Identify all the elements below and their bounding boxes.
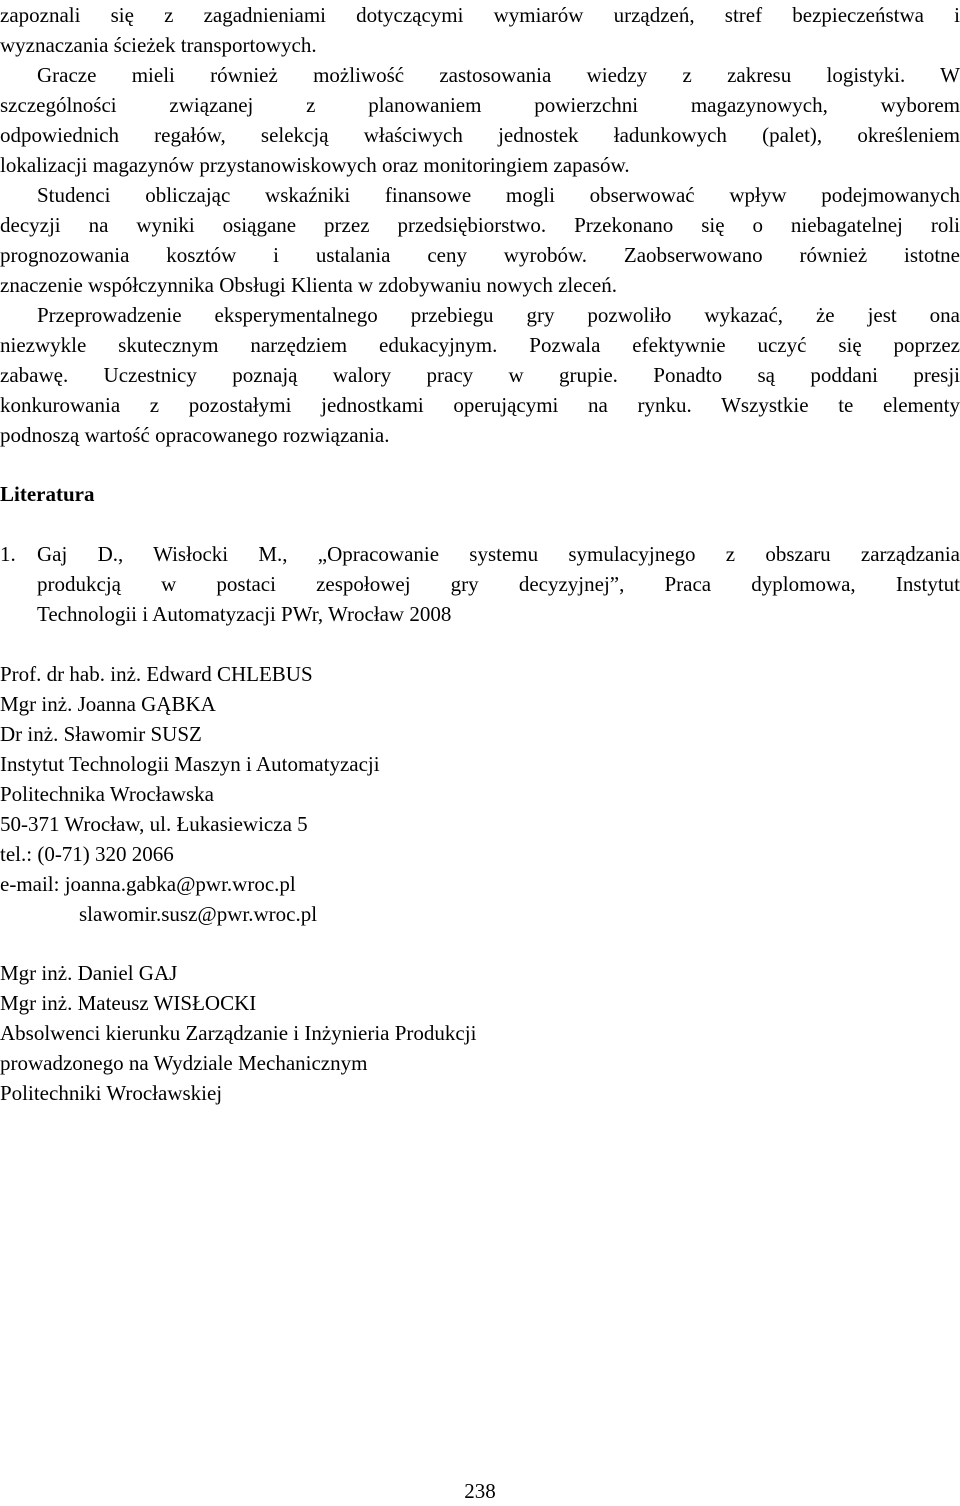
address-line: 50-371 Wrocław, ul. Łukasiewicza 5 [0,812,308,836]
paragraph-2 [0,60,960,180]
page-number: 238 [464,1479,496,1503]
text-line: Technologii i Automatyzacji PWr, Wrocław 2008 [37,602,452,626]
text-line: Przeprowadzenie eksperymentalnego przebiegu gry pozwoliło wykazać, że jest ona [37,303,960,327]
paragraph-1 [0,0,960,60]
reference-text [37,539,960,629]
author-block-2 [0,958,476,1108]
text-line: Gaj D., Wisłocki M., „Opracowanie systemu symulacyjnego z obszaru zarządzania [37,542,960,566]
paragraph-3 [0,180,960,300]
text-line: decyzji na wyniki osiągane przez przedsiębiorstwo. Przekonano się o niebagatelnej roli [0,213,960,237]
paragraph-4 [0,300,960,450]
text-line: podnoszą wartość opracowanego rozwiązania. [0,423,390,447]
author-line: Mgr inż. Mateusz WISŁOCKI [0,991,257,1015]
email-line: e-mail: joanna.gabka@pwr.wroc.pl [0,872,296,896]
text-line: znaczenie współczynnika Obsługi Klienta w zdobywaniu nowych zleceń. [0,273,617,297]
reference-number: 1. [0,542,16,566]
text-line: szczególności związanej z planowaniem powierzchni magazynowych, wyborem [0,93,960,117]
text-line: lokalizacji magazynów przystanowiskowych oraz monitoringiem zapasów. [0,153,630,177]
institute-line: Instytut Technologii Maszyn i Automatyzacji [0,752,380,776]
text-line: prognozowania kosztów i ustalania ceny wyrobów. Zaobserwowano również istotne [0,243,960,267]
affiliation-line: prowadzonego na Wydziale Mechanicznym [0,1051,368,1075]
author-line: Mgr inż. Joanna GĄBKA [0,692,216,716]
email-line-2: slawomir.susz@pwr.wroc.pl [79,902,318,926]
author-block-1 [0,659,380,929]
reference-item [0,539,960,629]
text-line: odpowiednich regałów, selekcją właściwych jednostek ładunkowych (palet), określeniem [0,123,960,147]
text-line: produkcją w postaci zespołowej gry decyzyjnej”, Praca dyplomowa, Instytut [37,572,960,596]
affiliation-line: Politechniki Wrocławskiej [0,1081,223,1105]
text-line: konkurowania z pozostałymi jednostkami operującymi na rynku. Wszystkie te elementy [0,393,960,417]
literature-heading: Literatura [0,482,95,506]
text-line: zapoznali się z zagadnieniami dotyczącymi wymiarów urządzeń, stref bezpieczeństwa i [0,3,960,27]
text-line: niezwykle skutecznym narzędziem edukacyjnym. Pozwala efektywnie uczyć się poprzez [0,333,960,357]
affiliation-line: Absolwenci kierunku Zarządzanie i Inżynieria Produkcji [0,1021,477,1045]
author-line: Prof. dr hab. inż. Edward CHLEBUS [0,662,313,686]
university-line: Politechnika Wrocławska [0,782,214,806]
text-line: zabawę. Uczestnicy poznają walory pracy w grupie. Ponadto są poddani presji [0,363,960,387]
text-line: Studenci obliczając wskaźniki finansowe mogli obserwować wpływ podejmowanych [37,183,960,207]
text-line: wyznaczania ścieżek transportowych. [0,33,317,57]
phone-line: tel.: (0-71) 320 2066 [0,842,174,866]
author-line: Mgr inż. Daniel GAJ [0,961,178,985]
text-line: Gracze mieli również możliwość zastosowania wiedzy z zakresu logistyki. W [37,63,960,87]
author-line: Dr inż. Sławomir SUSZ [0,722,202,746]
